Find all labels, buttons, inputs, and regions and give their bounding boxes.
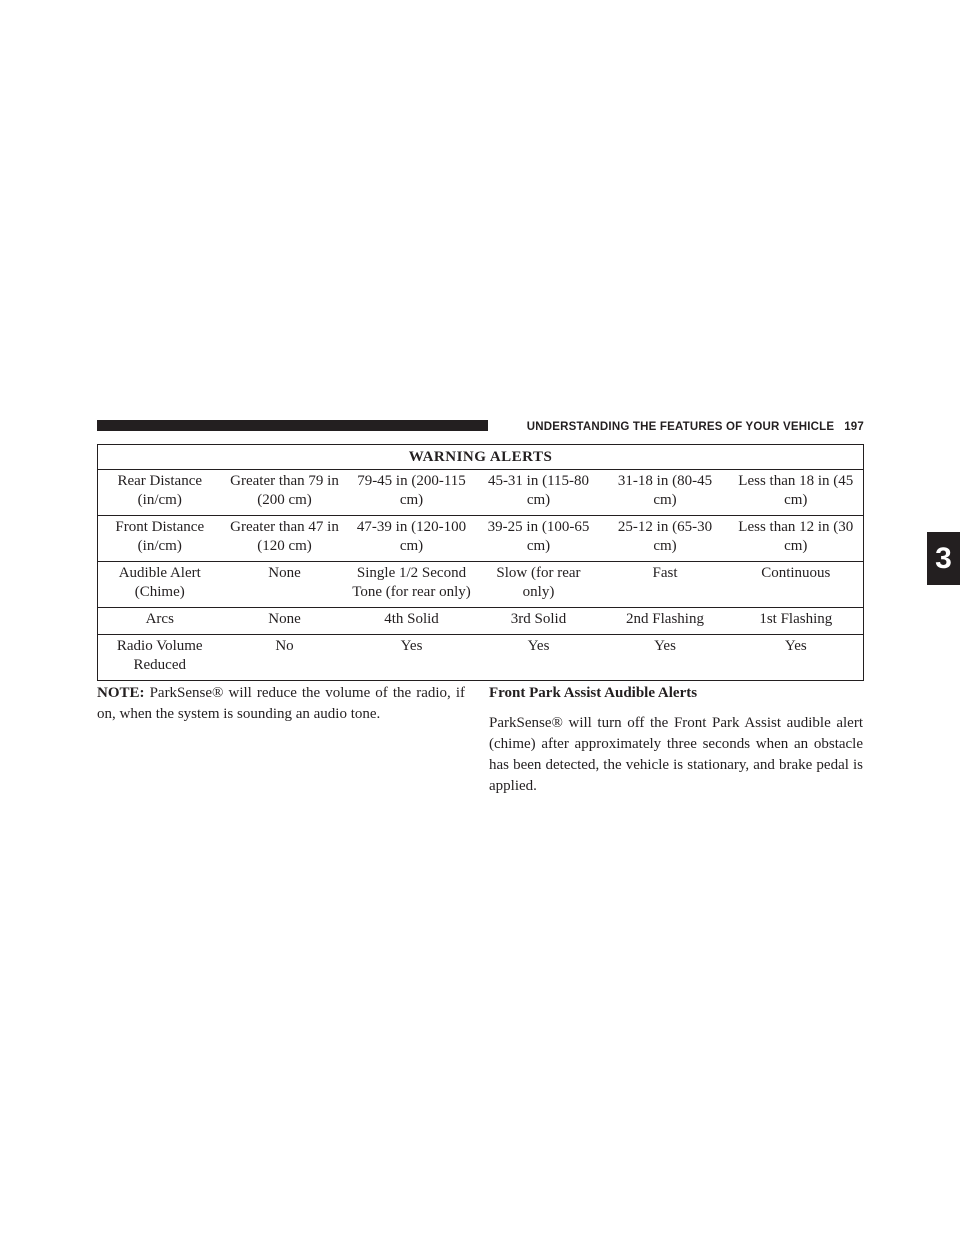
- front-park-heading: Front Park Assist Audible Alerts: [489, 685, 698, 701]
- table-cell: 2nd Flashing: [602, 608, 729, 635]
- table-cell: Yes: [348, 635, 476, 681]
- table-cell: 4th Solid: [348, 608, 476, 635]
- table-row: [98, 635, 864, 681]
- note-paragraph: [97, 683, 465, 725]
- warning-alerts-table: [97, 444, 864, 681]
- table-cell: 3rd Solid: [476, 608, 602, 635]
- table-row: [98, 608, 864, 635]
- table-body: [98, 470, 864, 681]
- table-cell: Yes: [729, 635, 864, 681]
- note-text: ParkSense® will reduce the volume of the radio, if on, when the system is sounding an audio tone.: [97, 685, 465, 722]
- section-title: UNDERSTANDING THE FEATURES OF YOUR VEHICLE: [526, 421, 835, 433]
- table-cell: 1st Flashing: [729, 608, 864, 635]
- table-cell: Yes: [602, 635, 729, 681]
- table-title: WARNING ALERTS: [98, 445, 864, 470]
- table-cell: 39-25 in (100-65 cm): [476, 516, 602, 562]
- table-cell: Greater than 79 in (200 cm): [222, 470, 348, 516]
- table-cell: Greater than 47 in (120 cm): [222, 516, 348, 562]
- table-cell: 47-39 in (120-100 cm): [348, 516, 476, 562]
- table-cell: Less than 12 in (30 cm): [729, 516, 864, 562]
- table-cell: Fast: [602, 562, 729, 608]
- table-cell: 79-45 in (200-115 cm): [348, 470, 476, 516]
- table-cell: None: [222, 608, 348, 635]
- row-label-cell: Rear Distance (in/cm): [98, 470, 222, 516]
- note-label: NOTE:: [97, 685, 145, 701]
- front-park-body: ParkSense® will turn off the Front Park Assist audible alert (chime) after approximately three seconds when an obstacle has been detected, the vehicle is stationary, and brake pedal is applied.: [489, 715, 863, 794]
- table-row: [98, 470, 864, 516]
- table-cell: Single 1/2 Second Tone (for rear only): [348, 562, 476, 608]
- row-label-cell: Audible Alert (Chime): [98, 562, 222, 608]
- table-cell: Slow (for rear only): [476, 562, 602, 608]
- table-cell: None: [222, 562, 348, 608]
- header-rule: [97, 420, 488, 431]
- front-park-section: [489, 683, 863, 797]
- chapter-tab: 3: [927, 532, 960, 585]
- row-label-cell: Front Distance (in/cm): [98, 516, 222, 562]
- table-cell: 25-12 in (65-30 cm): [602, 516, 729, 562]
- row-label-cell: Radio Volume Reduced: [98, 635, 222, 681]
- table-cell: 31-18 in (80-45 cm): [602, 470, 729, 516]
- table-row: [98, 516, 864, 562]
- table-row: [98, 562, 864, 608]
- row-label-cell: Arcs: [98, 608, 222, 635]
- table-cell: Yes: [476, 635, 602, 681]
- table-cell: Continuous: [729, 562, 864, 608]
- table-cell: 45-31 in (115-80 cm): [476, 470, 602, 516]
- running-header: [498, 418, 864, 436]
- table-cell: Less than 18 in (45 cm): [729, 470, 864, 516]
- table-cell: No: [222, 635, 348, 681]
- page-number: 197: [844, 421, 864, 433]
